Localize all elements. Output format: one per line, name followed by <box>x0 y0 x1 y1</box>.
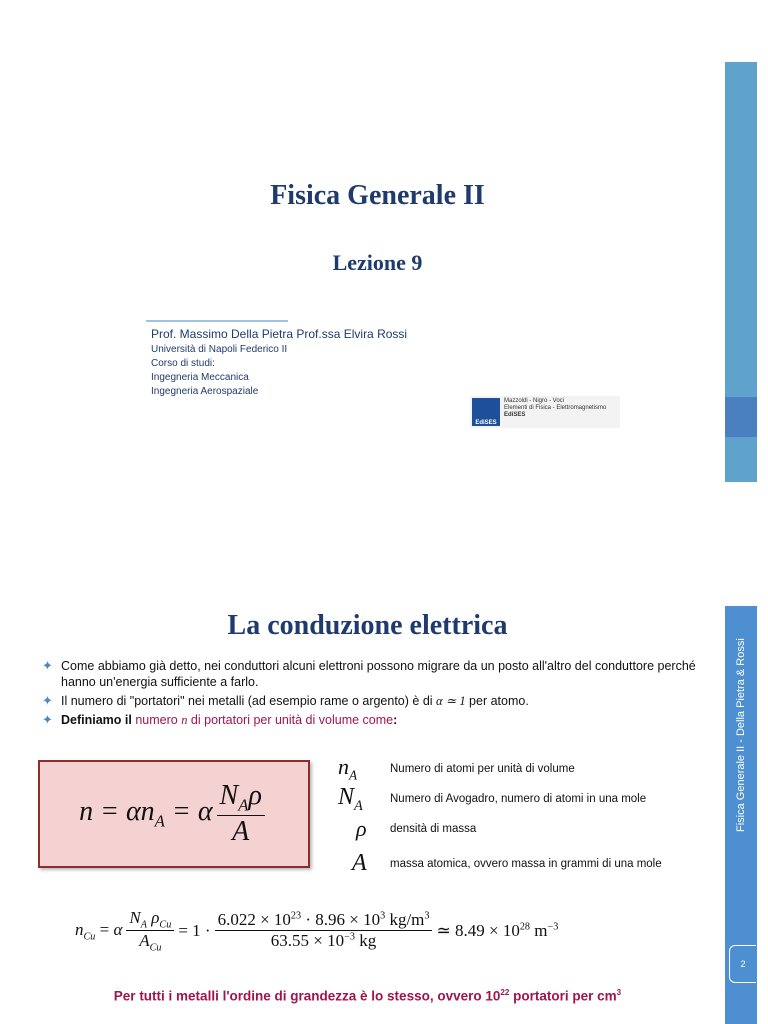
slide-title: La conduzione elettrica <box>227 610 508 641</box>
legend-row: $N_A$ Numero di Avogadro, numero di atomi in una mole <box>338 784 647 814</box>
legend-row: ρ densità di massa <box>356 816 477 841</box>
bullet-3: ✦ Definiamo il numero n di portatori per unità di volume come: <box>42 712 398 727</box>
course-label: Corso di studi: <box>151 358 215 369</box>
bullet-1: ✦ Come abbiamo già detto, nei conduttori alcuni elettroni possono migrare da un posto all'altro del conduttore perché hanno un'energia sufficiente a farlo. <box>42 658 696 689</box>
copper-calculation: $n_{Cu} = \alpha$ $\frac{N_A \rho_{Cu}}{A_{Cu}}$ = 1 · $\frac{6.022 \times 10^{23} \cdot 8.96 \times 10^3 kg/m^3}{63.55 \times 10^{-3} kg}$ ≃ $8.49 \times 10^{28}$ $m^{-3}$ <box>75 908 559 954</box>
accent-bar-marker <box>725 397 757 437</box>
book-publisher: EdiSES <box>504 412 526 418</box>
main-formula: $n = \alpha n_A = \alpha$ $\frac{N_A\rho}{A}$ <box>38 760 310 868</box>
slide-2 <box>0 540 768 1024</box>
bullet-list <box>40 658 705 731</box>
course-1: Ingegneria Meccanica <box>151 372 249 383</box>
legend-row: A massa atomica, ovvero massa in grammi di una mole <box>352 850 662 876</box>
side-label: Fisica Generale II - Della Pietra & Rossi <box>735 638 747 832</box>
book-title: Elementi di Fisica - Elettromagnetismo <box>504 405 607 411</box>
divider <box>146 320 288 322</box>
slide-subtitle: Lezione 9 <box>332 250 423 275</box>
conclusion: Per tutti i metalli l'ordine di grandezza è lo stesso, ovvero $10^{22}$ portatori per $cm^3$ <box>113 988 622 1004</box>
bullet-2: ✦ Il numero di "portatori" nei metalli (ad esempio rame o argento) è di α ≃ 1 per atomo. <box>42 693 529 708</box>
slide-title: Fisica Generale II <box>270 180 485 211</box>
page-number: 2 <box>729 945 756 983</box>
publisher-logo: EdiSES <box>472 398 500 426</box>
book-info <box>504 398 606 419</box>
bullet-star-icon: ✦ <box>42 693 53 708</box>
course-2: Ingegneria Aerospaziale <box>151 386 259 397</box>
legend-row: $n_A$ Numero di atomi per unità di volume <box>338 754 575 783</box>
bullet-star-icon: ✦ <box>42 658 53 673</box>
book-reference <box>470 396 620 428</box>
book-authors: Mazzoldi - Nigro - Voci <box>504 398 565 404</box>
professors: Prof. Massimo Della Pietra Prof.ssa Elvira Rossi <box>151 327 408 341</box>
bullet-star-icon: ✦ <box>42 712 53 727</box>
university: Università di Napoli Federico II <box>151 344 288 355</box>
